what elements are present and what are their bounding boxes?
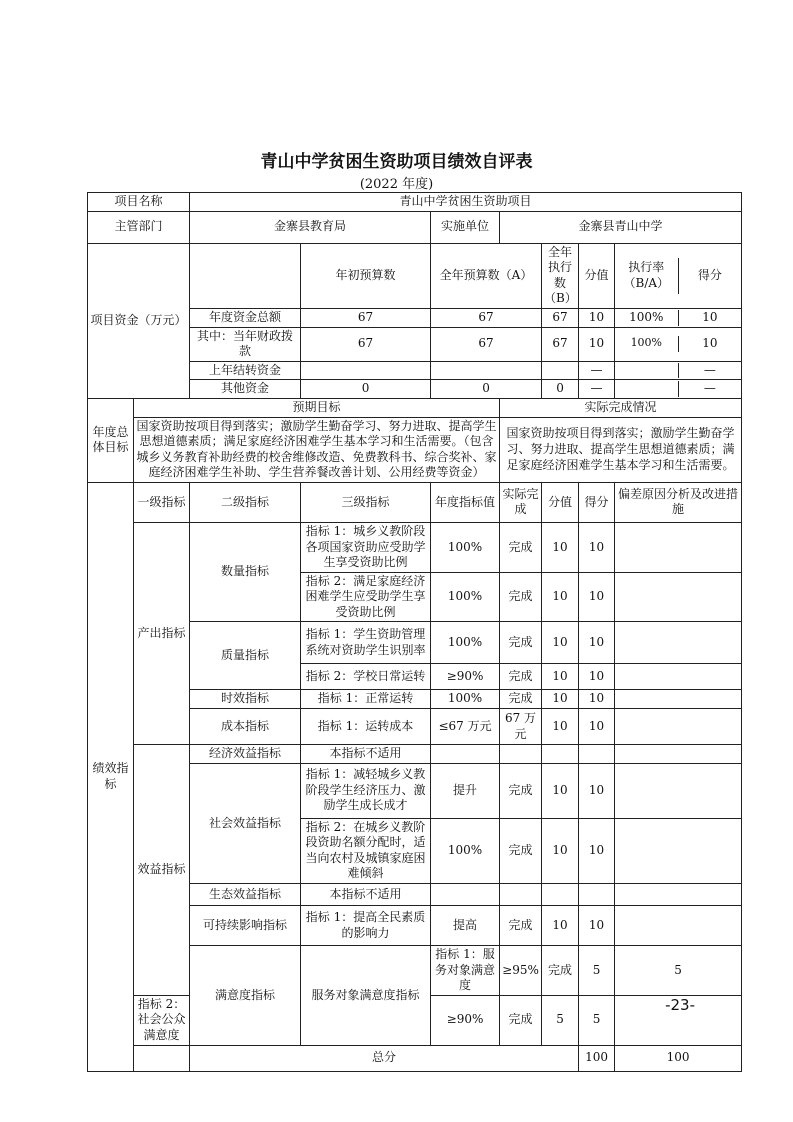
dept-value: 金寨县教育局 <box>190 211 431 243</box>
indicator-score: 10 <box>579 763 615 818</box>
col-target: 年度指标值 <box>431 482 500 522</box>
funds-col-weight: 分值 <box>579 243 615 308</box>
funds-row-label: 其他资金 <box>190 380 301 399</box>
funds-rate <box>615 363 679 379</box>
indicator-actual: 完成 <box>500 818 542 883</box>
funds-annual <box>431 361 542 380</box>
indicator-target <box>431 884 500 906</box>
indicator-text: 指标 2：满足家庭经济困难学生应受助学生享受资助比例 <box>301 572 431 622</box>
goals-header-row <box>88 398 742 417</box>
indicator-text: 指标 1：提高全民素质的影响力 <box>301 906 431 946</box>
funds-col-annual: 全年预算数（A） <box>431 243 542 308</box>
indicator-score: 10 <box>579 818 615 883</box>
indicator-weight <box>542 884 579 906</box>
funds-blank-cell <box>190 243 301 308</box>
level2-social: 社会效益指标 <box>190 763 301 883</box>
indicator-actual: 完成 <box>500 622 542 664</box>
level2-sustainable: 可持续影响指标 <box>190 906 301 946</box>
indicator-text: 指标 1：服务对象满意度 <box>431 946 500 996</box>
funds-row-label: 年度资金总额 <box>190 308 301 327</box>
funds-annual: 67 <box>431 308 542 327</box>
level1-effect: 效益指标 <box>134 745 190 996</box>
indicator-target: ≤67 万元 <box>431 709 500 745</box>
indicator-reason <box>615 763 742 818</box>
evaluation-table <box>87 192 742 1072</box>
funds-initial: 67 <box>301 327 431 361</box>
funds-weight: 10 <box>579 308 615 327</box>
indicator-reason <box>615 745 742 764</box>
col-level1: 一级指标 <box>134 482 190 522</box>
indicator-reason <box>615 906 742 946</box>
indicator-target: ≥95% <box>500 946 542 996</box>
unit-value: 金寨县青山中学 <box>500 211 742 243</box>
goals-actual-label: 实际完成情况 <box>500 398 742 417</box>
indicator-text: 指标 1：正常运转 <box>301 690 431 709</box>
indicator-target: 100% <box>431 572 500 622</box>
funds-initial <box>301 361 431 380</box>
indicator-text: 指标 2：社会公众满意度 <box>134 995 190 1045</box>
indicator-weight: 10 <box>542 690 579 709</box>
indicator-row <box>88 745 742 764</box>
funds-col-initial: 年初预算数 <box>301 243 431 308</box>
funds-col-rate: 执行率（B/A） <box>615 258 679 294</box>
total-weight: 100 <box>579 1045 615 1071</box>
col-score: 得分 <box>579 482 615 522</box>
funds-exec: 0 <box>542 380 579 399</box>
funds-score: — <box>703 362 716 377</box>
indicator-weight: 10 <box>542 572 579 622</box>
indicator-row <box>88 522 742 572</box>
indicator-score: 10 <box>579 690 615 709</box>
indicator-weight: 10 <box>542 818 579 883</box>
goals-actual-text: 国家资助按项目得到落实；激励学生勤奋学习、努力进取、提高学生思想道德素质；满足家庭经济困难学生基本学习和生活需要。 <box>500 417 742 482</box>
total-label: 总分 <box>190 1045 579 1071</box>
indicator-weight: 10 <box>542 622 579 664</box>
funds-exec: 67 <box>542 327 579 361</box>
funds-score: 10 <box>702 336 718 351</box>
indicator-actual <box>500 745 542 764</box>
level1-output: 产出指标 <box>134 522 190 744</box>
indicator-score: 10 <box>579 664 615 690</box>
col-actual: 实际完成 <box>500 482 542 522</box>
indicator-actual: 完成 <box>500 906 542 946</box>
funds-score: — <box>703 381 716 396</box>
indicator-actual: 完成 <box>500 690 542 709</box>
funds-weight: — <box>579 361 615 380</box>
funds-initial: 0 <box>301 380 431 399</box>
indicator-reason <box>615 709 742 745</box>
funds-row-label: 其中：当年财政拨款 <box>190 327 301 361</box>
indicator-target: 提升 <box>431 763 500 818</box>
indicators-header-row <box>88 482 742 522</box>
project-name-value: 青山中学贫困生资助项目 <box>190 193 742 212</box>
goals-expected-label: 预期目标 <box>134 398 500 417</box>
funds-weight: — <box>579 380 615 399</box>
indicator-target: 100% <box>431 622 500 664</box>
indicator-actual: 完成 <box>500 522 542 572</box>
project-name-label: 项目名称 <box>88 193 190 212</box>
funds-weight: 10 <box>579 327 615 361</box>
indicator-weight: 5 <box>579 946 615 996</box>
funds-exec <box>542 361 579 380</box>
indicator-score: 10 <box>579 572 615 622</box>
total-blank-cell <box>134 1045 190 1071</box>
funds-rate: 100% <box>615 336 679 352</box>
indicator-score: 10 <box>579 709 615 745</box>
indicator-score: 10 <box>579 622 615 664</box>
indicator-text: 指标 2：学校日常运转 <box>301 664 431 690</box>
indicator-reason <box>615 572 742 622</box>
indicator-weight: 10 <box>542 906 579 946</box>
indicator-weight: 10 <box>542 709 579 745</box>
indicator-text: 指标 1：减轻城乡义教阶段学生经济压力、激励学生成长成才 <box>301 763 431 818</box>
indicator-target: ≥90% <box>431 664 500 690</box>
col-weight: 分值 <box>542 482 579 522</box>
indicator-score <box>579 884 615 906</box>
col-level2: 二级指标 <box>190 482 301 522</box>
project-name-row <box>88 193 742 212</box>
funds-col-score: 得分 <box>697 267 722 282</box>
funds-row-label: 上年结转资金 <box>190 361 301 380</box>
indicator-actual: 完成 <box>500 664 542 690</box>
funds-score: 10 <box>702 309 718 324</box>
col-reason: 偏差原因分析及改进措施 <box>615 482 742 522</box>
indicator-actual: 完成 <box>500 995 542 1045</box>
indicator-weight: 10 <box>542 664 579 690</box>
funds-rate: 100% <box>615 310 679 326</box>
indicator-actual: 完成 <box>500 572 542 622</box>
page-number: -23- <box>665 996 695 1014</box>
level2-economic: 经济效益指标 <box>190 745 301 764</box>
level2-service-satisfaction: 服务对象满意度指标 <box>301 946 431 1046</box>
indicator-weight: 10 <box>542 522 579 572</box>
funds-annual: 0 <box>431 380 542 399</box>
indicator-weight: 10 <box>542 763 579 818</box>
funds-exec: 67 <box>542 308 579 327</box>
indicator-reason <box>615 522 742 572</box>
col-level3: 三级指标 <box>301 482 431 522</box>
goals-content-row <box>88 417 742 482</box>
indicator-actual <box>500 884 542 906</box>
level2-time: 时效指标 <box>190 690 301 709</box>
indicator-reason <box>615 664 742 690</box>
indicator-score: 5 <box>615 946 742 996</box>
dept-row <box>88 211 742 243</box>
page-title: 青山中学贫困生资助项目绩效自评表 <box>260 152 533 172</box>
level2-quality: 质量指标 <box>190 622 301 690</box>
indicator-actual: 67 万元 <box>500 709 542 745</box>
indicator-weight: 5 <box>542 995 579 1045</box>
indicator-text: 指标 1：城乡义教阶段各项国家资助应受助学生享受资助比例 <box>301 522 431 572</box>
goals-expected-text: 国家资助按项目得到落实；激励学生勤奋学习、努力进取、提高学生思想道德素质；满足家庭经济困难学生基本学习和生活需要。（包含城乡义务教育补助经费的校舍维修改造、免费教科书、综合奖补、家庭经济困难学生补助、学生营养餐改善计划、公用经费等资金） <box>134 417 500 482</box>
level2-quantity: 数量指标 <box>190 522 301 622</box>
indicator-score: 10 <box>579 906 615 946</box>
unit-label: 实施单位 <box>431 211 500 243</box>
funds-initial: 67 <box>301 308 431 327</box>
indicator-text: 指标 2：在城乡义教阶段资助名额分配时，适当向农村及城镇家庭困难倾斜 <box>301 818 431 883</box>
level1-satisfaction: 满意度指标 <box>190 946 301 1046</box>
dept-label: 主管部门 <box>88 211 190 243</box>
indicator-text: 本指标不适用 <box>301 745 431 764</box>
indicator-target: 100% <box>431 690 500 709</box>
page-subtitle: (2022 年度) <box>359 177 434 192</box>
indicator-text: 指标 1：运转成本 <box>301 709 431 745</box>
indicator-target: 100% <box>431 522 500 572</box>
indicator-actual: 完成 <box>542 946 579 996</box>
indicator-weight <box>542 745 579 764</box>
indicators-label: 绩效指标 <box>88 482 134 1071</box>
indicator-reason <box>615 622 742 664</box>
funds-rate <box>615 381 679 397</box>
indicator-target: 提高 <box>431 906 500 946</box>
indicator-score: 10 <box>579 522 615 572</box>
indicator-target <box>431 745 500 764</box>
indicator-score <box>579 745 615 764</box>
indicator-reason <box>615 884 742 906</box>
indicator-reason <box>615 690 742 709</box>
funds-header-row <box>88 243 742 308</box>
indicator-target: ≥90% <box>431 995 500 1045</box>
level2-ecological: 生态效益指标 <box>190 884 301 906</box>
indicator-target: 100% <box>431 818 500 883</box>
indicator-text: 指标 1：学生资助管理系统对资助学生识别率 <box>301 622 431 664</box>
indicator-text: 本指标不适用 <box>301 884 431 906</box>
indicator-actual: 完成 <box>500 763 542 818</box>
goals-label: 年度总体目标 <box>88 398 134 482</box>
funds-annual: 67 <box>431 327 542 361</box>
indicator-score: 5 <box>579 995 615 1045</box>
funds-label: 项目资金（万元） <box>88 243 190 398</box>
total-score: 100 <box>615 1045 742 1071</box>
funds-col-exec: 全年执行数（B） <box>542 243 579 308</box>
level2-cost: 成本指标 <box>190 709 301 745</box>
indicator-reason <box>615 818 742 883</box>
total-row <box>88 1045 742 1071</box>
